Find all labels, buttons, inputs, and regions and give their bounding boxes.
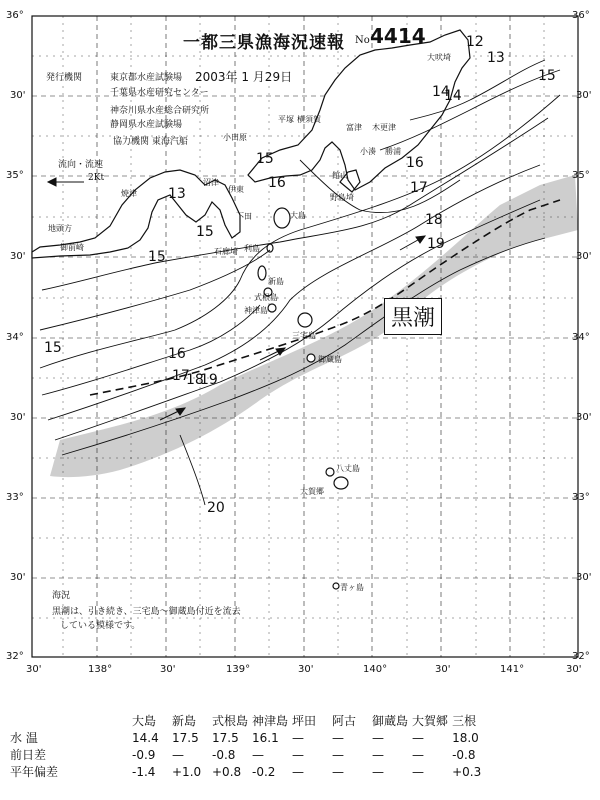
lat-label-left: 30' [10, 572, 26, 583]
isotherm-label: 14 [444, 88, 462, 104]
table-cell: — [292, 747, 305, 762]
lat-label-left: 35° [6, 170, 24, 181]
lat-label-right: 30' [576, 251, 592, 262]
isotherm-label: 17 [172, 368, 190, 384]
place-label: 勝浦 [385, 147, 401, 156]
lon-label: 30' [160, 664, 176, 675]
place-label: 地頭方 [48, 224, 72, 233]
isotherm-label: 20 [207, 500, 225, 516]
lat-label-left: 30' [10, 90, 26, 101]
table-cell: +1.0 [172, 764, 202, 779]
table-cell: +0.3 [452, 764, 482, 779]
table-cell: — [412, 730, 425, 745]
cooperation-agency: 協力機関 東海汽船 [113, 137, 188, 147]
lat-label-right: 35° [572, 170, 590, 181]
isotherm-label: 19 [200, 372, 218, 388]
lat-label-left: 33° [6, 492, 24, 503]
lat-label-right: 34° [572, 332, 590, 343]
place-label: 青ヶ島 [340, 583, 364, 592]
place-label: 利島 [244, 244, 260, 253]
note-heading: 海況 [52, 591, 71, 601]
isotherm-label: 16 [406, 155, 424, 171]
isotherm-label: 15 [44, 340, 62, 356]
place-label: 下田 [236, 212, 252, 221]
table-cell: — [172, 747, 184, 762]
table-cell: +0.8 [212, 764, 242, 779]
note-kuroshio: 黒潮は、引き続き、三宅島〜御蔵島付近を流去 [52, 607, 241, 617]
place-label: 大賀郷 [300, 487, 324, 496]
isotherm-label: 17 [410, 180, 428, 196]
place-label: 御前崎 [60, 243, 84, 252]
row-label: 平年偏差 [10, 765, 59, 779]
legend-speed-label: 2Kt [88, 173, 105, 183]
isotherm-label: 19 [427, 236, 445, 252]
place-label: 木更津 [372, 123, 396, 132]
isotherm-label: 18 [425, 212, 443, 228]
isotherm-label: 15 [196, 224, 214, 240]
issuer-label: 発行機関 [46, 73, 83, 83]
issue-date: 2003年 1 月29日 [195, 70, 293, 84]
issuer-tokyo: 東京都水産試験場 [110, 73, 183, 83]
lon-label: 140° [363, 664, 388, 675]
lat-label-left: 36° [6, 10, 24, 21]
normal-deviation-row [0, 763, 490, 780]
table-cell: — [412, 764, 425, 779]
isotherm-label: 15 [148, 249, 166, 265]
isotherm-label: 15 [256, 151, 274, 167]
table-cell: 18.0 [452, 730, 479, 745]
table-cell: 14.4 [132, 730, 159, 745]
lon-label: 30' [26, 664, 42, 675]
map-title: 一都三県漁海況速報 [183, 33, 345, 53]
lon-label: 138° [88, 664, 113, 675]
place-label: 大吠埼 [427, 53, 451, 62]
place-label: 御蔵島 [318, 355, 342, 364]
place-label: 伊東 [228, 185, 244, 194]
lat-label-right: 32° [572, 651, 590, 662]
station-name: 神津島 [252, 714, 289, 728]
place-label: 三宅島 [292, 331, 316, 340]
lon-label: 141° [500, 664, 525, 675]
lon-label: 30' [298, 664, 314, 675]
table-cell: -0.9 [132, 747, 156, 762]
lat-label-right: 30' [576, 572, 592, 583]
station-name: 御蔵島 [372, 714, 409, 728]
table-cell: — [372, 764, 385, 779]
place-label: 野島埼 [330, 193, 354, 202]
isotherm-label: 18 [186, 372, 204, 388]
table-cell: — [332, 747, 345, 762]
table-cell: -0.8 [212, 747, 236, 762]
table-cell: 16.1 [252, 730, 279, 745]
place-label: 小田原 [223, 133, 247, 142]
station-name: 大賀郷 [412, 714, 449, 728]
place-label: 神津島 [244, 306, 268, 315]
kuroshio-label: 黒潮 [384, 298, 442, 335]
issue-number-label: No [355, 35, 370, 46]
place-label: 小湊 [360, 147, 376, 156]
lat-label-left: 34° [6, 332, 24, 343]
note-kuroshio-continued: している模様です。 [60, 621, 141, 631]
row-label: 水 温 [10, 731, 38, 745]
issuer-chiba: 千葉県水産研究センター [110, 88, 209, 98]
station-name: 大島 [132, 714, 157, 728]
station-name: 三根 [452, 714, 477, 728]
place-label: 石廊埼 [214, 247, 238, 256]
lat-label-left: 32° [6, 651, 24, 662]
table-cell: 17.5 [212, 730, 239, 745]
lat-label-right: 30' [576, 90, 592, 101]
row-label: 前日差 [10, 748, 47, 762]
table-cell: -0.2 [252, 764, 276, 779]
place-label: 焼津 [121, 189, 137, 198]
place-label: 館山 [332, 171, 348, 180]
issuer-kanagawa: 神奈川県水産総合研究所 [110, 106, 210, 116]
lat-label-right: 30' [576, 412, 592, 423]
legend-flow-label: 流向・流速 [58, 160, 104, 170]
place-label: 平塚 [278, 115, 294, 124]
isotherm-label: 13 [487, 50, 505, 66]
observation-table [0, 712, 600, 780]
lat-label-right: 36° [572, 10, 590, 21]
water-temp-row [0, 729, 490, 746]
lat-label-right: 33° [572, 492, 590, 503]
isotherm-label: 14 [432, 84, 450, 100]
lon-label: 30' [566, 664, 582, 675]
place-label: 新島 [268, 277, 284, 286]
lat-label-left: 30' [10, 251, 26, 262]
place-label: 大島 [290, 211, 306, 220]
place-label: 式根島 [254, 293, 278, 302]
lon-label: 139° [226, 664, 251, 675]
place-label: 八丈島 [336, 464, 360, 473]
place-label: 沼津 [203, 178, 219, 187]
coastline [32, 30, 470, 258]
table-cell: -1.4 [132, 764, 156, 779]
station-name: 阿古 [332, 714, 357, 728]
station-name: 新島 [172, 714, 197, 728]
isotherm-label: 15 [538, 68, 556, 84]
islands [258, 208, 348, 589]
isotherm-label: 16 [268, 175, 286, 191]
table-cell: — [372, 747, 385, 762]
issuer-shizuoka: 静岡県水産試験場 [110, 120, 183, 130]
station-name: 式根島 [212, 714, 249, 728]
isotherm-label: 12 [466, 34, 484, 50]
lon-label: 30' [435, 664, 451, 675]
table-cell: — [412, 747, 425, 762]
table-cell: — [332, 730, 345, 745]
isotherm-label: 13 [168, 186, 186, 202]
isotherm-label: 16 [168, 346, 186, 362]
station-header-row [0, 712, 490, 729]
table-cell: — [372, 730, 385, 745]
table-cell: -0.8 [452, 747, 476, 762]
place-label: 横須賀 [297, 115, 321, 124]
place-label: 富津 [346, 123, 362, 132]
lat-label-left: 30' [10, 412, 26, 423]
prev-day-diff-row [0, 746, 490, 763]
issue-number: 4414 [370, 24, 426, 48]
table-cell: — [292, 730, 305, 745]
table-cell: — [332, 764, 345, 779]
table-cell: — [292, 764, 305, 779]
station-name: 坪田 [292, 714, 317, 728]
table-cell: — [252, 747, 265, 762]
table-cell: 17.5 [172, 730, 199, 745]
